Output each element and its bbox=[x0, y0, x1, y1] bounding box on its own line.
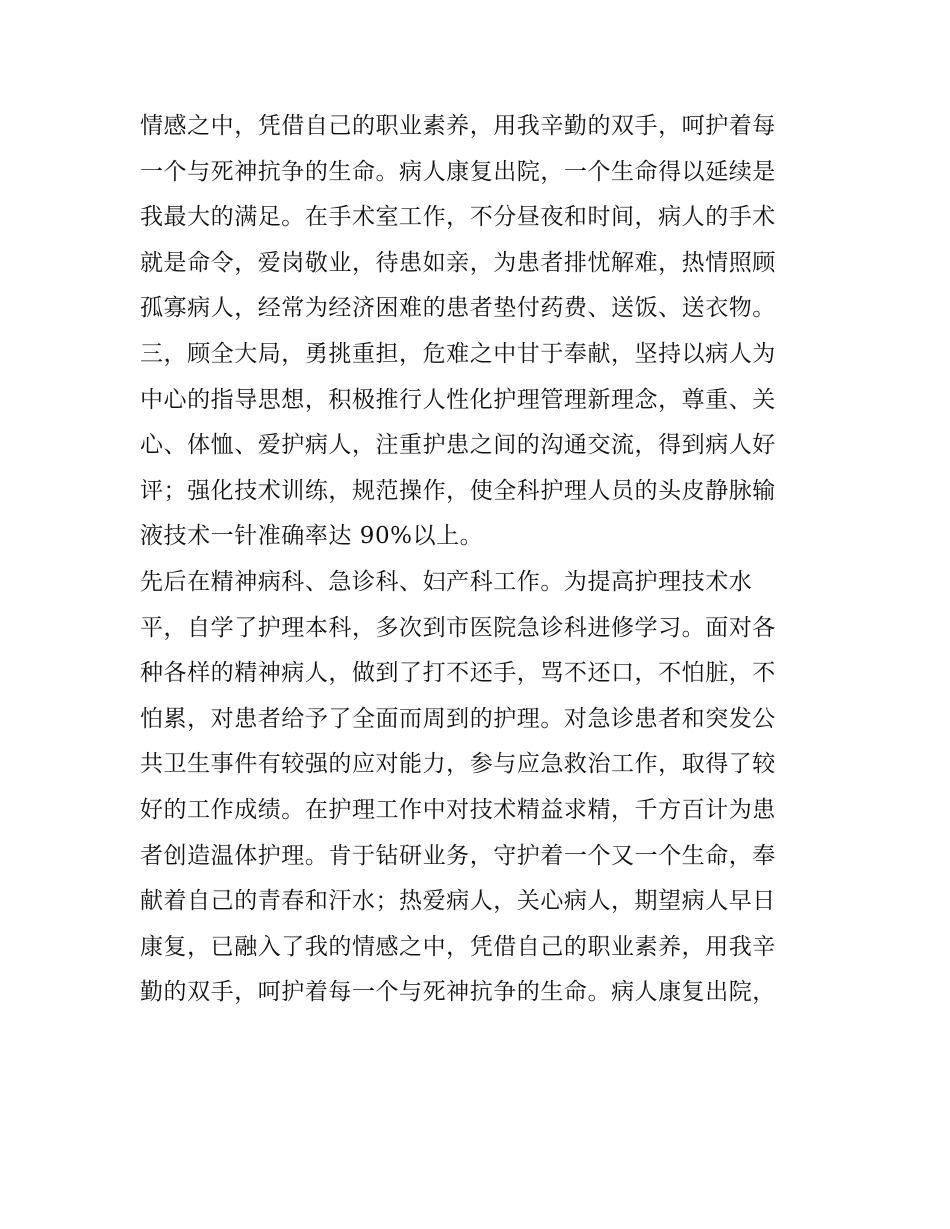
text-line: 平，自学了护理本科，多次到市医院急诊科进修学习。面对各 bbox=[140, 614, 776, 641]
text-line: 中心的指导思想，积极推行人性化护理管理新理念，尊重、关 bbox=[140, 386, 776, 413]
text-line: 者创造温体护理。肯于钻研业务，守护着一个又一个生命，奉 bbox=[140, 842, 776, 869]
text-line: 孤寡病人，经常为经济困难的患者垫付药费、送饭、送衣物。 bbox=[140, 295, 776, 322]
text-line: 怕累，对患者给予了全面而周到的护理。对急诊患者和突发公 bbox=[140, 705, 776, 732]
text-line: 种各样的精神病人，做到了打不还手，骂不还口，不怕脏，不 bbox=[140, 660, 776, 687]
text-line: 心、体恤、爱护病人，注重护患之间的沟通交流，得到病人好 bbox=[140, 432, 776, 459]
text-line: 康复，已融入了我的情感之中，凭借自己的职业素养，用我辛 bbox=[140, 933, 776, 960]
text-line: 我最大的满足。在手术室工作，不分昼夜和时间，病人的手术 bbox=[140, 204, 776, 231]
text-line: 一个与死神抗争的生命。病人康复出院，一个生命得以延续是 bbox=[140, 158, 776, 185]
text-line: 情感之中，凭借自己的职业素养，用我辛勤的双手，呵护着每 bbox=[140, 113, 776, 139]
text-line: 好的工作成绩。在护理工作中对技术精益求精，千方百计为患 bbox=[140, 796, 776, 823]
text-line: 献着自己的青春和汗水；热爱病人，关心病人，期望病人早日 bbox=[140, 888, 776, 915]
body-text bbox=[140, 104, 830, 1016]
text-line: 液技术一针准确率达 90%以上。 bbox=[140, 523, 484, 550]
text-line: 就是命令，爱岗敬业，待患如亲，为患者排忧解难，热情照顾 bbox=[140, 249, 776, 276]
text-line: 三，顾全大局，勇挑重担，危难之中甘于奉献，坚持以病人为 bbox=[140, 340, 776, 367]
text-line: 评；强化技术训练，规范操作，使全科护理人员的头皮静脉输 bbox=[140, 477, 776, 504]
text-line: 先后在精神病科、急诊科、妇产科工作。为提高护理技术水 bbox=[140, 568, 753, 595]
text-line: 共卫生事件有较强的应对能力，参与应急救治工作，取得了较 bbox=[140, 751, 776, 778]
text-line: 勤的双手，呵护着每一个与死神抗争的生命。病人康复出院， bbox=[140, 979, 776, 1006]
